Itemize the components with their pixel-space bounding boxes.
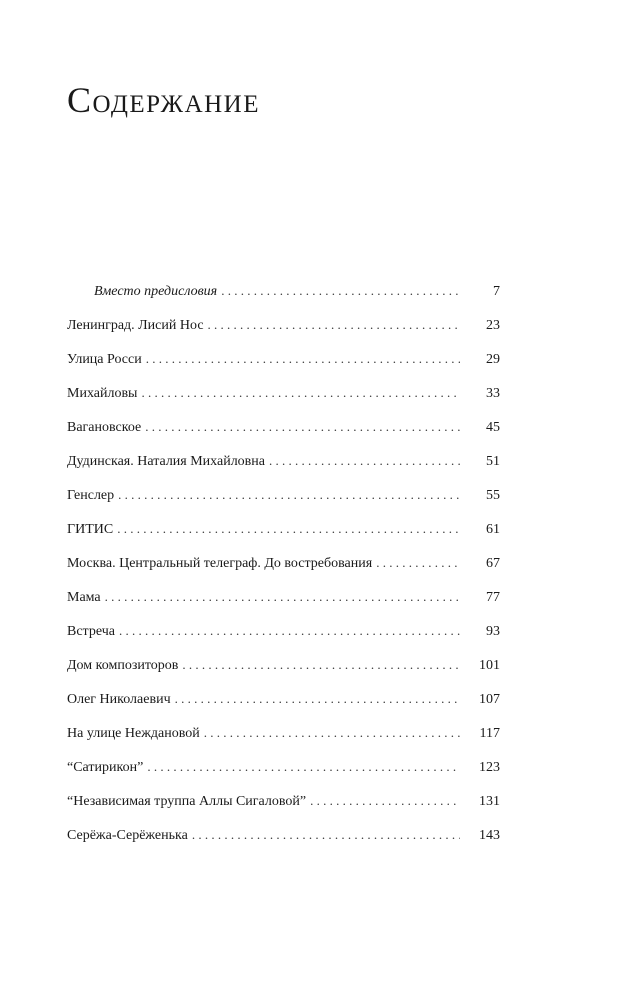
toc-entry[interactable] xyxy=(67,282,500,316)
toc-entry[interactable] xyxy=(67,622,500,656)
toc-entry[interactable] xyxy=(67,520,500,554)
toc-entry[interactable] xyxy=(67,554,500,588)
toc-entry[interactable] xyxy=(67,588,500,622)
dot-leader xyxy=(175,690,460,708)
toc-entry-title: Вместо предисловия xyxy=(94,284,218,299)
dot-leader xyxy=(208,316,460,334)
dot-leader xyxy=(118,486,460,504)
toc-entry-page: 77 xyxy=(486,590,500,605)
toc-entry-page: 61 xyxy=(486,522,500,537)
toc-entry-title: Мама xyxy=(67,590,101,605)
toc-entry[interactable] xyxy=(67,792,500,826)
dot-leader xyxy=(376,554,460,572)
toc-entry[interactable] xyxy=(67,690,500,724)
toc-entry[interactable] xyxy=(67,418,500,452)
toc-entry[interactable] xyxy=(67,384,500,418)
toc-entry-title: Генслер xyxy=(67,488,115,503)
dot-leader xyxy=(146,350,460,368)
toc-entry[interactable] xyxy=(67,758,500,792)
toc-entry-page: 143 xyxy=(479,828,500,843)
toc-entry-page: 107 xyxy=(479,692,500,707)
toc-entry-title: Улица Росси xyxy=(67,352,142,367)
toc-entry-page: 101 xyxy=(479,658,500,673)
dot-leader xyxy=(221,282,460,300)
toc-entry-title: Москва. Центральный телеграф. До востребования xyxy=(67,556,373,571)
toc-entry[interactable] xyxy=(67,350,500,384)
toc-entry-title: ГИТИС xyxy=(67,522,114,537)
toc-entry[interactable] xyxy=(67,724,500,758)
page-title: Содержание xyxy=(67,80,261,120)
dot-leader xyxy=(145,418,460,436)
toc-entry-page: 55 xyxy=(486,488,500,503)
dot-leader xyxy=(182,656,460,674)
toc-entry-title: Серёжа-Серёженька xyxy=(67,828,188,843)
toc-entry-title: “Независимая труппа Аллы Сигаловой” xyxy=(67,794,307,809)
toc-entry-title: Встреча xyxy=(67,624,115,639)
toc-entry-page: 93 xyxy=(486,624,500,639)
toc-entry[interactable] xyxy=(67,486,500,520)
table-of-contents xyxy=(67,282,500,860)
toc-entry[interactable] xyxy=(67,316,500,350)
toc-entry-title: Дудинская. Наталия Михайловна xyxy=(67,454,266,469)
toc-entry-title: На улице Неждановой xyxy=(67,726,200,741)
toc-entry-page: 45 xyxy=(486,420,500,435)
toc-entry-page: 23 xyxy=(486,318,500,333)
toc-entry-page: 123 xyxy=(479,760,500,775)
dot-leader xyxy=(105,588,460,606)
toc-entry-title: “Сатирикон” xyxy=(67,760,144,775)
dot-leader xyxy=(204,724,460,742)
toc-entry-page: 131 xyxy=(479,794,500,809)
toc-entry-title: Олег Николаевич xyxy=(67,692,171,707)
toc-entry-title: Дом композиторов xyxy=(67,658,179,673)
toc-entry-title: Михайловы xyxy=(67,386,138,401)
toc-entry[interactable] xyxy=(67,826,500,860)
toc-entry-page: 51 xyxy=(486,454,500,469)
toc-entry-title: Вагановское xyxy=(67,420,142,435)
dot-leader xyxy=(117,520,460,538)
toc-entry[interactable] xyxy=(67,656,500,690)
dot-leader xyxy=(119,622,460,640)
toc-entry-page: 7 xyxy=(493,284,500,299)
toc-entry-page: 29 xyxy=(486,352,500,367)
dot-leader xyxy=(141,384,460,402)
toc-entry-page: 33 xyxy=(486,386,500,401)
dot-leader xyxy=(147,758,460,776)
dot-leader xyxy=(269,452,460,470)
toc-entry[interactable] xyxy=(67,452,500,486)
dot-leader xyxy=(310,792,460,810)
dot-leader xyxy=(192,826,460,844)
toc-entry-page: 67 xyxy=(486,556,500,571)
toc-entry-page: 117 xyxy=(479,726,500,741)
toc-entry-title: Ленинград. Лисий Нос xyxy=(67,318,204,333)
